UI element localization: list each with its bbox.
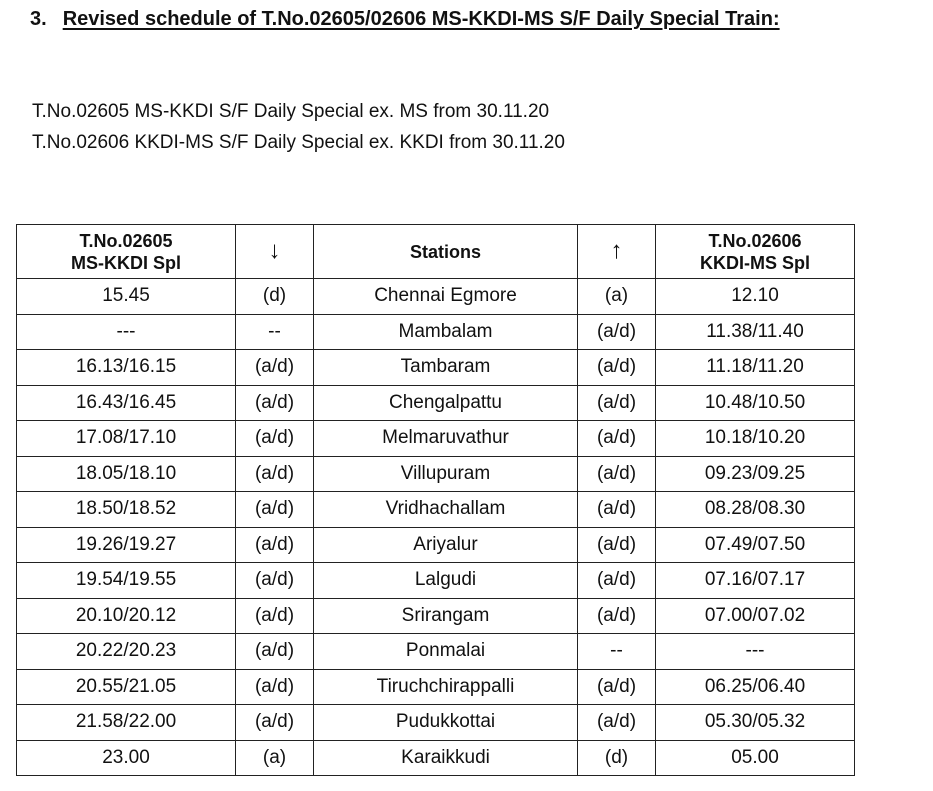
up-time-cell: 08.28/08.30: [656, 492, 855, 528]
up-time-cell: 10.48/10.50: [656, 385, 855, 421]
up-code-cell: --: [578, 634, 656, 670]
up-time-cell: ---: [656, 634, 855, 670]
station-cell: Chengalpattu: [314, 385, 578, 421]
up-code-cell: (a/d): [578, 314, 656, 350]
up-time-cell: 10.18/10.20: [656, 421, 855, 457]
down-code-cell: (a/d): [236, 705, 314, 741]
table-header-row: [17, 225, 855, 279]
station-cell: Villupuram: [314, 456, 578, 492]
station-cell: Chennai Egmore: [314, 279, 578, 315]
down-time-cell: 19.26/19.27: [17, 527, 236, 563]
station-cell: Ponmalai: [314, 634, 578, 670]
table-row: [17, 634, 855, 670]
down-code-cell: (a): [236, 740, 314, 776]
down-time-cell: 21.58/22.00: [17, 705, 236, 741]
up-code-cell: (a/d): [578, 385, 656, 421]
up-time-cell: 12.10: [656, 279, 855, 315]
header-train-down: [17, 225, 236, 279]
up-code-cell: (a/d): [578, 456, 656, 492]
up-code-cell: (d): [578, 740, 656, 776]
header-train-up: [656, 225, 855, 279]
station-cell: Pudukkottai: [314, 705, 578, 741]
up-code-cell: (a/d): [578, 563, 656, 599]
down-code-cell: (a/d): [236, 385, 314, 421]
table-row: [17, 740, 855, 776]
up-code-cell: (a/d): [578, 350, 656, 386]
header-train-up-number: T.No.02606: [708, 230, 802, 251]
table-row: [17, 492, 855, 528]
down-code-cell: (a/d): [236, 492, 314, 528]
down-time-cell: 15.45: [17, 279, 236, 315]
down-code-cell: (a/d): [236, 669, 314, 705]
station-cell: Melmaruvathur: [314, 421, 578, 457]
table-row: [17, 598, 855, 634]
table-row: [17, 527, 855, 563]
down-time-cell: 18.50/18.52: [17, 492, 236, 528]
up-code-cell: (a/d): [578, 598, 656, 634]
station-cell: Vridhachallam: [314, 492, 578, 528]
up-time-cell: 11.18/11.20: [656, 350, 855, 386]
header-up-direction: [578, 225, 656, 279]
down-code-cell: (a/d): [236, 527, 314, 563]
up-time-cell: 07.00/07.02: [656, 598, 855, 634]
table-row: [17, 563, 855, 599]
up-code-cell: (a/d): [578, 669, 656, 705]
down-time-cell: 16.43/16.45: [17, 385, 236, 421]
up-code-cell: (a/d): [578, 527, 656, 563]
down-time-cell: 18.05/18.10: [17, 456, 236, 492]
up-time-cell: 07.49/07.50: [656, 527, 855, 563]
table-row: [17, 350, 855, 386]
up-code-cell: (a/d): [578, 705, 656, 741]
down-time-cell: 19.54/19.55: [17, 563, 236, 599]
down-time-cell: 20.55/21.05: [17, 669, 236, 705]
header-down-direction: [236, 225, 314, 279]
station-cell: Tambaram: [314, 350, 578, 386]
down-time-cell: 23.00: [17, 740, 236, 776]
up-time-cell: 05.30/05.32: [656, 705, 855, 741]
down-code-cell: (a/d): [236, 563, 314, 599]
up-time-cell: 07.16/07.17: [656, 563, 855, 599]
section-number: 3.: [30, 8, 47, 30]
section-title: Revised schedule of T.No.02605/02606 MS-KKDI-MS S/F Daily Special Train:: [62, 8, 780, 30]
down-code-cell: (a/d): [236, 456, 314, 492]
down-time-cell: 20.22/20.23: [17, 634, 236, 670]
table-row: [17, 456, 855, 492]
up-time-cell: 06.25/06.40: [656, 669, 855, 705]
up-time-cell: 09.23/09.25: [656, 456, 855, 492]
table-row: [17, 385, 855, 421]
table-row: [17, 421, 855, 457]
up-code-cell: (a): [578, 279, 656, 315]
down-code-cell: (a/d): [236, 350, 314, 386]
station-cell: Lalgudi: [314, 563, 578, 599]
down-time-cell: 20.10/20.12: [17, 598, 236, 634]
station-cell: Tiruchchirappalli: [314, 669, 578, 705]
station-cell: Ariyalur: [314, 527, 578, 563]
down-time-cell: 17.08/17.10: [17, 421, 236, 457]
section-heading: [30, 8, 780, 31]
header-stations: Stations: [314, 225, 578, 279]
down-code-cell: (a/d): [236, 598, 314, 634]
table-row: [17, 705, 855, 741]
up-code-cell: (a/d): [578, 421, 656, 457]
table-row: [17, 669, 855, 705]
down-code-cell: (d): [236, 279, 314, 315]
header-train-down-number: T.No.02605: [79, 230, 173, 251]
schedule-table: [16, 224, 855, 776]
station-cell: Srirangam: [314, 598, 578, 634]
down-code-cell: (a/d): [236, 634, 314, 670]
down-code-cell: (a/d): [236, 421, 314, 457]
up-code-cell: (a/d): [578, 492, 656, 528]
table-row: [17, 279, 855, 315]
down-code-cell: --: [236, 314, 314, 350]
up-time-cell: 05.00: [656, 740, 855, 776]
arrow-down-icon: ↓: [268, 237, 281, 264]
station-cell: Mambalam: [314, 314, 578, 350]
intro-line-up-train: T.No.02606 KKDI-MS S/F Daily Special ex. KKDI from 30.11.20: [32, 132, 565, 153]
up-time-cell: 11.38/11.40: [656, 314, 855, 350]
table-row: [17, 314, 855, 350]
down-time-cell: ---: [17, 314, 236, 350]
down-time-cell: 16.13/16.15: [17, 350, 236, 386]
arrow-up-icon: ↑: [610, 237, 623, 264]
header-train-down-route: MS-KKDI Spl: [71, 252, 181, 273]
station-cell: Karaikkudi: [314, 740, 578, 776]
schedule-table-body: [17, 279, 855, 776]
intro-line-down-train: T.No.02605 MS-KKDI S/F Daily Special ex. MS from 30.11.20: [32, 101, 550, 122]
header-train-up-route: KKDI-MS Spl: [700, 252, 810, 273]
